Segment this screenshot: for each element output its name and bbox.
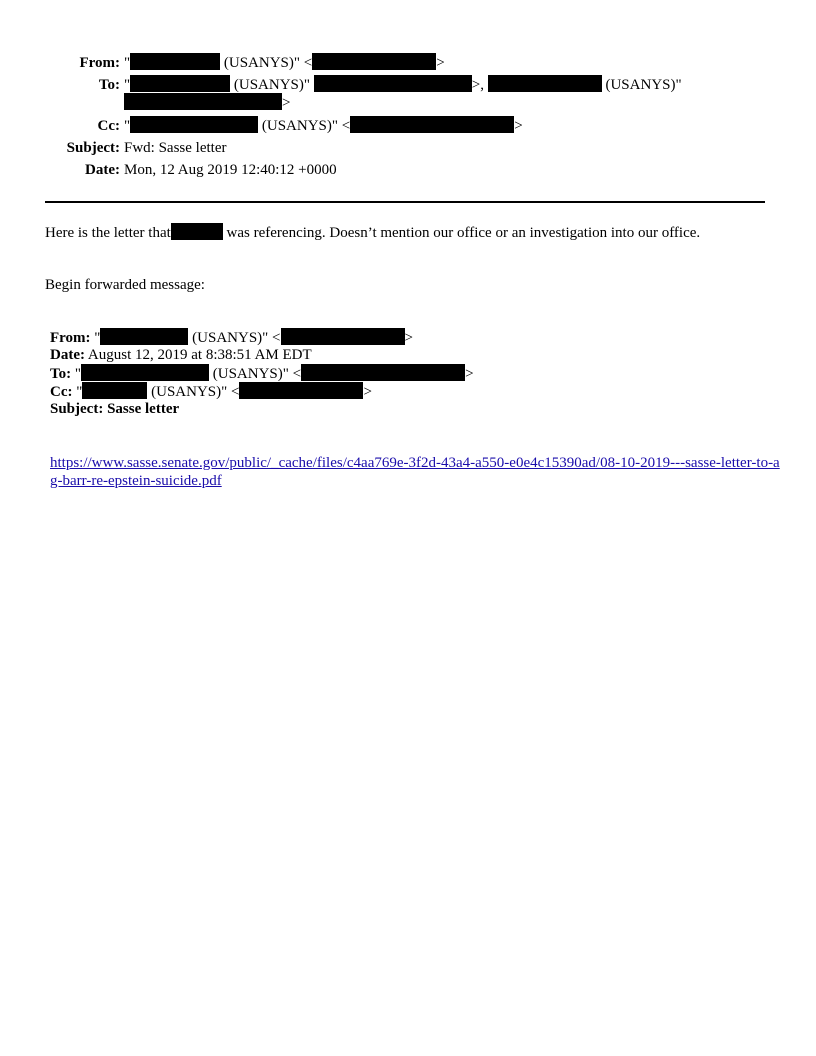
redaction-block [301,364,465,381]
redaction-block [350,116,514,133]
redaction-block [130,53,220,70]
from-value: " (USANYS)" < > [124,55,445,71]
redaction-block [312,53,436,70]
forwarded-cc-row: Cc: " (USANYS)" < > [50,384,372,400]
to-label: To: [98,77,120,93]
header-divider [45,201,765,203]
redaction-block [130,116,258,133]
message-body-line: Here is the letter that was referencing. Doesn’t mention our office or an investigation into our office. [45,225,701,241]
to-value: " (USANYS)" >, (USANYS)" [124,77,682,93]
redaction-block [488,75,602,92]
redaction-block [314,75,472,92]
forwarded-cc-label: Cc: [50,384,73,400]
redaction-block [100,328,188,345]
forwarded-date-label: Date: [50,347,85,363]
forwarded-from-row: From: " (USANYS)" < > [50,330,413,346]
forwarded-date-value: August 12, 2019 at 8:38:51 AM EDT [84,347,312,363]
forwarded-from-label: From: [50,330,91,346]
forwarded-to-row: To: " (USANYS)" < > [50,366,474,382]
cc-value: " (USANYS)" < > [124,118,523,134]
redaction-block [130,75,230,92]
subject-label: Subject: [66,140,120,156]
to-value-continued: > [124,93,764,113]
redaction-block [239,382,363,399]
date-label: Date: [85,162,120,178]
cc-label: Cc: [97,118,120,134]
forwarded-date-row [50,346,312,364]
redaction-block [82,382,147,399]
redaction-block [171,223,223,240]
forwarded-subject-label: Subject: Sasse letter [50,401,180,417]
forwarded-intro: Begin forwarded message: [45,277,205,293]
from-label: From: [79,55,120,71]
forwarded-subject-row [50,400,179,418]
date-value: Mon, 12 Aug 2019 12:40:12 +0000 [124,162,337,178]
subject-value: Fwd: Sasse letter [124,140,227,156]
redaction-block [124,93,282,110]
redaction-block [281,328,405,345]
sasse-letter-link[interactable]: https://www.sasse.senate.gov/public/_cache/files/c4aa769e-3f2d-43a4-a550-e0e4c15390ad/08-10-2019---sasse-letter-to-ag-barr-re-epstein-suicide.pdf [50,455,780,489]
forwarded-to-label: To: [50,366,72,382]
redaction-block [81,364,209,381]
